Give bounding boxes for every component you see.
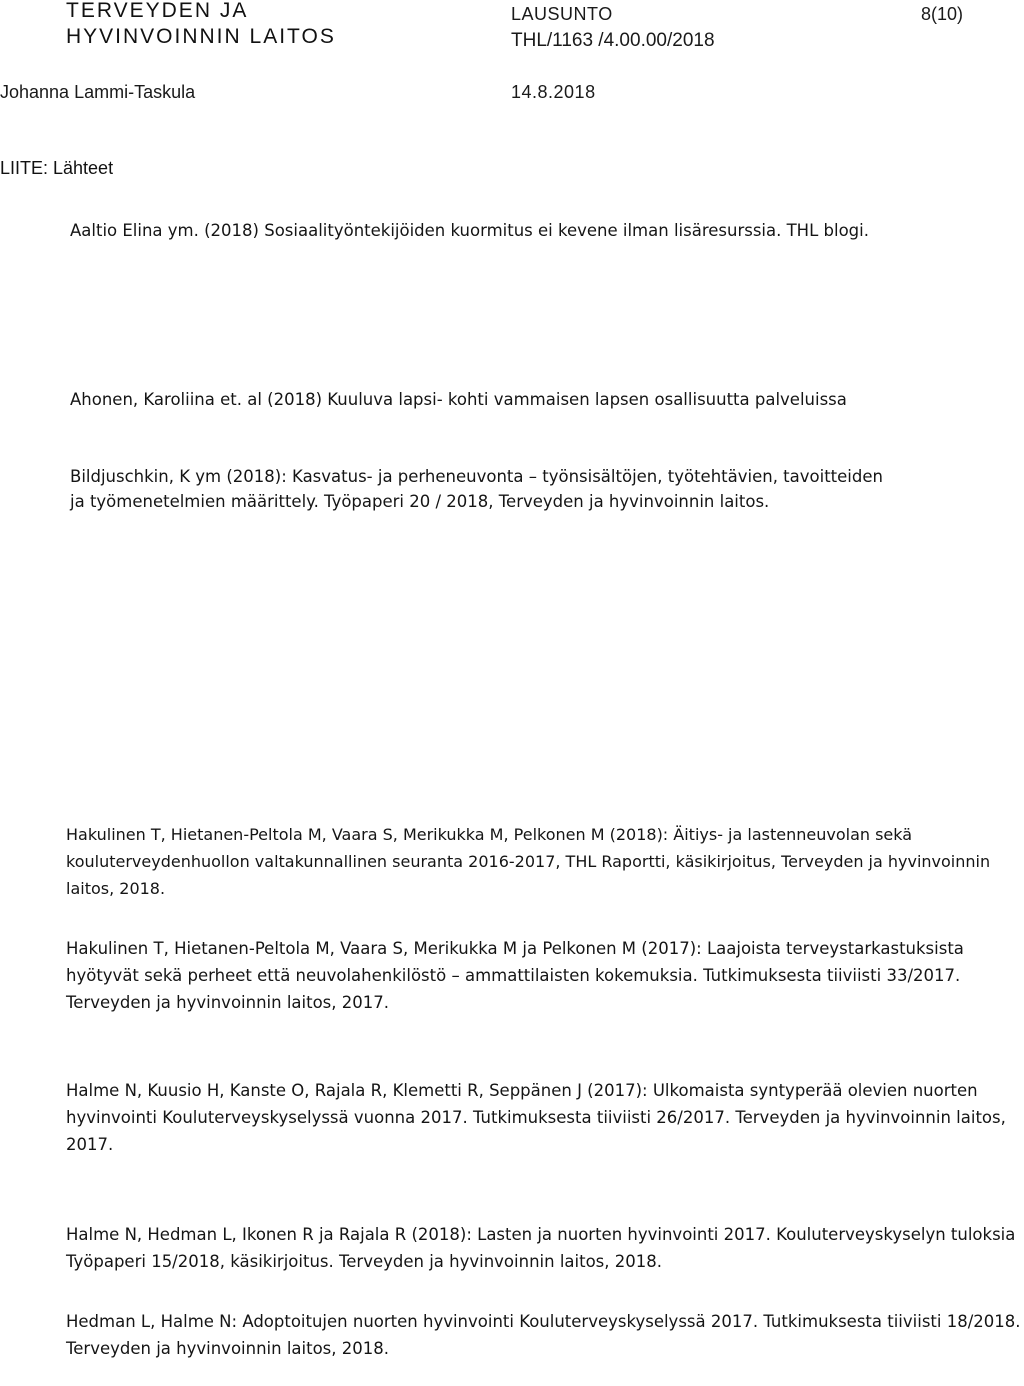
- document-date: 14.8.2018: [511, 82, 596, 102]
- reference-entry: Hakulinen T, Hietanen-Peltola M, Vaara S, Merikukka M, Pelkonen M (2018): Äitiys- ja lastenneuvolan sekä kouluterveydenhuollon valtakunnallinen seuranta 2016-2017, THL Raportti, käsikirjoitus, Terveyden ja hyvinvoinnin laitos, 2018.: [66, 825, 991, 898]
- organization-name-line2: HYVINVOINNIN LAITOS: [66, 25, 336, 48]
- reference-entry: Hakulinen T, Hietanen-Peltola M, Vaara S, Merikukka M ja Pelkonen M (2017): Laajoista terveystarkastuksista hyötyvät sekä perheet että neuvolahenkilöstö – ammattilaisten kokemuksia. Tutkimuksesta tiiviisti 33/2017. Terveyden ja hyvinvoinnin laitos, 2017.: [66, 939, 964, 1012]
- reference-entry: Hedman L, Halme N: Adoptoitujen nuorten hyvinvointi Kouluterveyskyselyssä 2017. Tutkimuksesta tiiviisti 18/2018. Terveyden ja hyvinvoinnin laitos, 2018.: [66, 1312, 1021, 1358]
- reference-entry: Bildjuschkin, K ym (2018): Kasvatus- ja perheneuvonta – työnsisältöjen, työtehtävien, tavoitteiden ja työmenetelmien määrittely. Työpaperi 20 / 2018, Terveyden ja hyvinvoinnin laitos.: [70, 467, 883, 511]
- author-name: Johanna Lammi-Taskula: [0, 82, 196, 102]
- page-number: 8(10): [921, 4, 964, 24]
- reference-entry: Halme N, Kuusio H, Kanste O, Rajala R, Klemetti R, Seppänen J (2017): Ulkomaista syntyperää olevien nuorten hyvinvointi Kouluterveyskyselyssä vuonna 2017. Tutkimuksesta tiiviisti 26/2017. Terveyden ja hyvinvoinnin laitos, 2017.: [66, 1081, 1006, 1154]
- section-title: LIITE: Lähteet: [0, 158, 114, 178]
- reference-entry: Ahonen, Karoliina et. al (2018) Kuuluva lapsi- kohti vammaisen lapsen osallisuutta palveluissa: [70, 390, 847, 409]
- reference-number: THL/1163 /4.00.00/2018: [511, 30, 715, 51]
- reference-entry: Halme N, Hedman L, Ikonen R ja Rajala R (2018): Lasten ja nuorten hyvinvointi 2017. Kouluterveyskyselyn tuloksia Työpaperi 15/2018, käsikirjoitus. Terveyden ja hyvinvoinnin laitos, 2018.: [66, 1225, 1016, 1271]
- reference-entry: Aaltio Elina ym. (2018) Sosiaalityöntekijöiden kuormitus ei kevene ilman lisäresurssia. THL blogi.: [70, 221, 869, 240]
- organization-name-line1: TERVEYDEN JA: [66, 0, 249, 22]
- document-type: LAUSUNTO: [511, 4, 613, 24]
